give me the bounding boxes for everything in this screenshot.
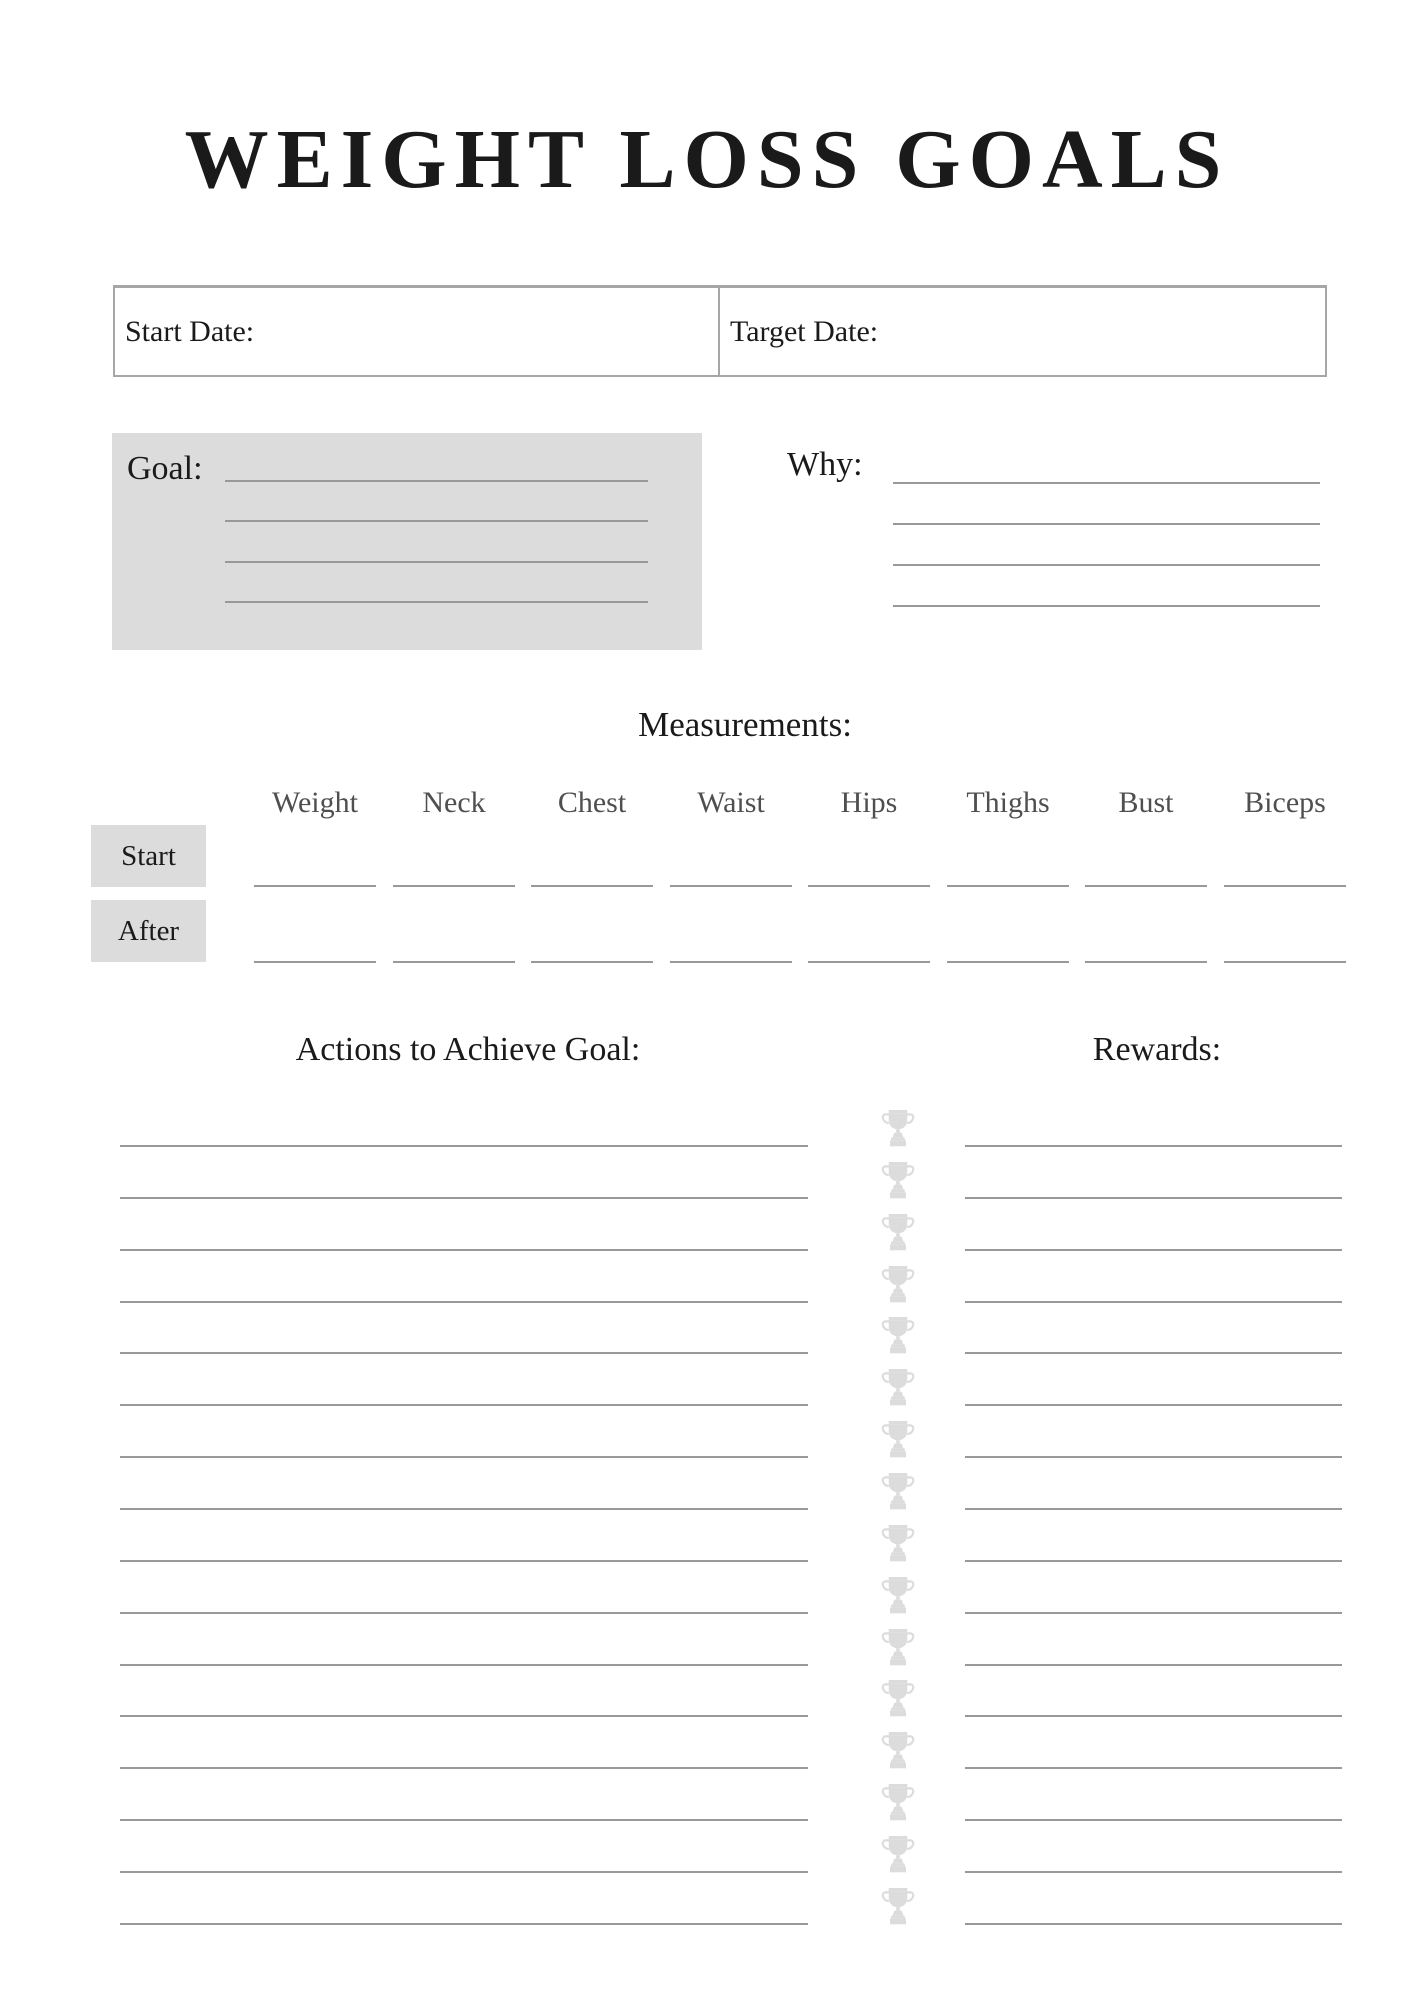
why-label: Why: (787, 446, 863, 483)
trophy-icon (881, 1266, 915, 1303)
trophy-icon (881, 1162, 915, 1199)
reward-line[interactable] (965, 1664, 1342, 1666)
trophy-icon (881, 1421, 915, 1458)
action-line[interactable] (120, 1145, 808, 1147)
measurement-start-line[interactable] (531, 885, 653, 887)
reward-line[interactable] (965, 1145, 1342, 1147)
measurement-start-line[interactable] (393, 885, 515, 887)
measurement-start-line[interactable] (947, 885, 1069, 887)
action-line[interactable] (120, 1819, 808, 1821)
measurement-column-header: Chest (557, 786, 627, 819)
reward-line[interactable] (965, 1456, 1342, 1458)
action-line[interactable] (120, 1560, 808, 1562)
why-line[interactable] (893, 564, 1320, 566)
reward-line[interactable] (965, 1819, 1342, 1821)
trophy-icon (881, 1784, 915, 1821)
trophy-icon (881, 1577, 915, 1614)
measurement-row-start-label: Start (91, 825, 206, 887)
goal-line[interactable] (225, 480, 648, 482)
trophy-icon (881, 1317, 915, 1354)
measurement-column-header: Thighs (966, 786, 1050, 819)
rewards-heading: Rewards: (1092, 1031, 1222, 1068)
trophy-icon (881, 1110, 915, 1147)
reward-line[interactable] (965, 1352, 1342, 1354)
trophy-icon (881, 1888, 915, 1925)
trophy-icon (881, 1732, 915, 1769)
measurements-heading: Measurements: (638, 705, 852, 744)
action-line[interactable] (120, 1352, 808, 1354)
trophy-icon (881, 1680, 915, 1717)
reward-line[interactable] (965, 1871, 1342, 1873)
trophy-icon (881, 1214, 915, 1251)
target-date-field[interactable] (720, 288, 1325, 375)
trophy-icon (881, 1629, 915, 1666)
reward-line[interactable] (965, 1249, 1342, 1251)
why-line[interactable] (893, 605, 1320, 607)
measurement-start-line[interactable] (1224, 885, 1346, 887)
measurement-start-line[interactable] (254, 885, 376, 887)
action-line[interactable] (120, 1767, 808, 1769)
reward-line[interactable] (965, 1715, 1342, 1717)
measurement-column-header: Neck (422, 786, 486, 819)
measurement-after-line[interactable] (393, 961, 515, 963)
goal-label: Goal: (127, 450, 203, 487)
reward-line[interactable] (965, 1612, 1342, 1614)
measurement-start-line[interactable] (1085, 885, 1207, 887)
action-line[interactable] (120, 1715, 808, 1717)
page-title: WEIGHT LOSS GOALS (184, 113, 1230, 206)
measurement-column-header: Bust (1118, 786, 1174, 819)
start-date-field[interactable] (115, 288, 720, 375)
measurement-start-line[interactable] (808, 885, 930, 887)
measurement-column-header: Weight (272, 786, 358, 819)
actions-heading: Actions to Achieve Goal: (295, 1031, 641, 1068)
measurement-start-line[interactable] (670, 885, 792, 887)
goal-line[interactable] (225, 520, 648, 522)
reward-line[interactable] (965, 1923, 1342, 1925)
reward-line[interactable] (965, 1508, 1342, 1510)
measurement-column-header: Hips (840, 786, 898, 819)
reward-line[interactable] (965, 1404, 1342, 1406)
action-line[interactable] (120, 1871, 808, 1873)
measurement-after-line[interactable] (1224, 961, 1346, 963)
measurement-row-after-label: After (91, 900, 206, 962)
goal-line[interactable] (225, 561, 648, 563)
measurement-after-line[interactable] (670, 961, 792, 963)
why-line[interactable] (893, 523, 1320, 525)
action-line[interactable] (120, 1301, 808, 1303)
reward-line[interactable] (965, 1767, 1342, 1769)
trophy-icon (881, 1836, 915, 1873)
measurement-after-line[interactable] (947, 961, 1069, 963)
action-line[interactable] (120, 1249, 808, 1251)
reward-line[interactable] (965, 1301, 1342, 1303)
action-line[interactable] (120, 1923, 808, 1925)
action-line[interactable] (120, 1664, 808, 1666)
reward-line[interactable] (965, 1197, 1342, 1199)
target-date-label: Target Date: (730, 314, 879, 348)
action-line[interactable] (120, 1612, 808, 1614)
date-box (113, 285, 1327, 377)
action-line[interactable] (120, 1404, 808, 1406)
trophy-icon (881, 1369, 915, 1406)
measurement-after-line[interactable] (1085, 961, 1207, 963)
start-date-label: Start Date: (125, 314, 255, 348)
why-line[interactable] (893, 482, 1320, 484)
action-line[interactable] (120, 1456, 808, 1458)
measurement-after-line[interactable] (531, 961, 653, 963)
action-line[interactable] (120, 1508, 808, 1510)
trophy-icon (881, 1473, 915, 1510)
reward-line[interactable] (965, 1560, 1342, 1562)
trophy-icon (881, 1525, 915, 1562)
measurement-column-header: Waist (697, 786, 765, 819)
measurement-after-line[interactable] (808, 961, 930, 963)
measurement-after-line[interactable] (254, 961, 376, 963)
action-line[interactable] (120, 1197, 808, 1199)
goal-line[interactable] (225, 601, 648, 603)
measurement-column-header: Biceps (1244, 786, 1326, 819)
